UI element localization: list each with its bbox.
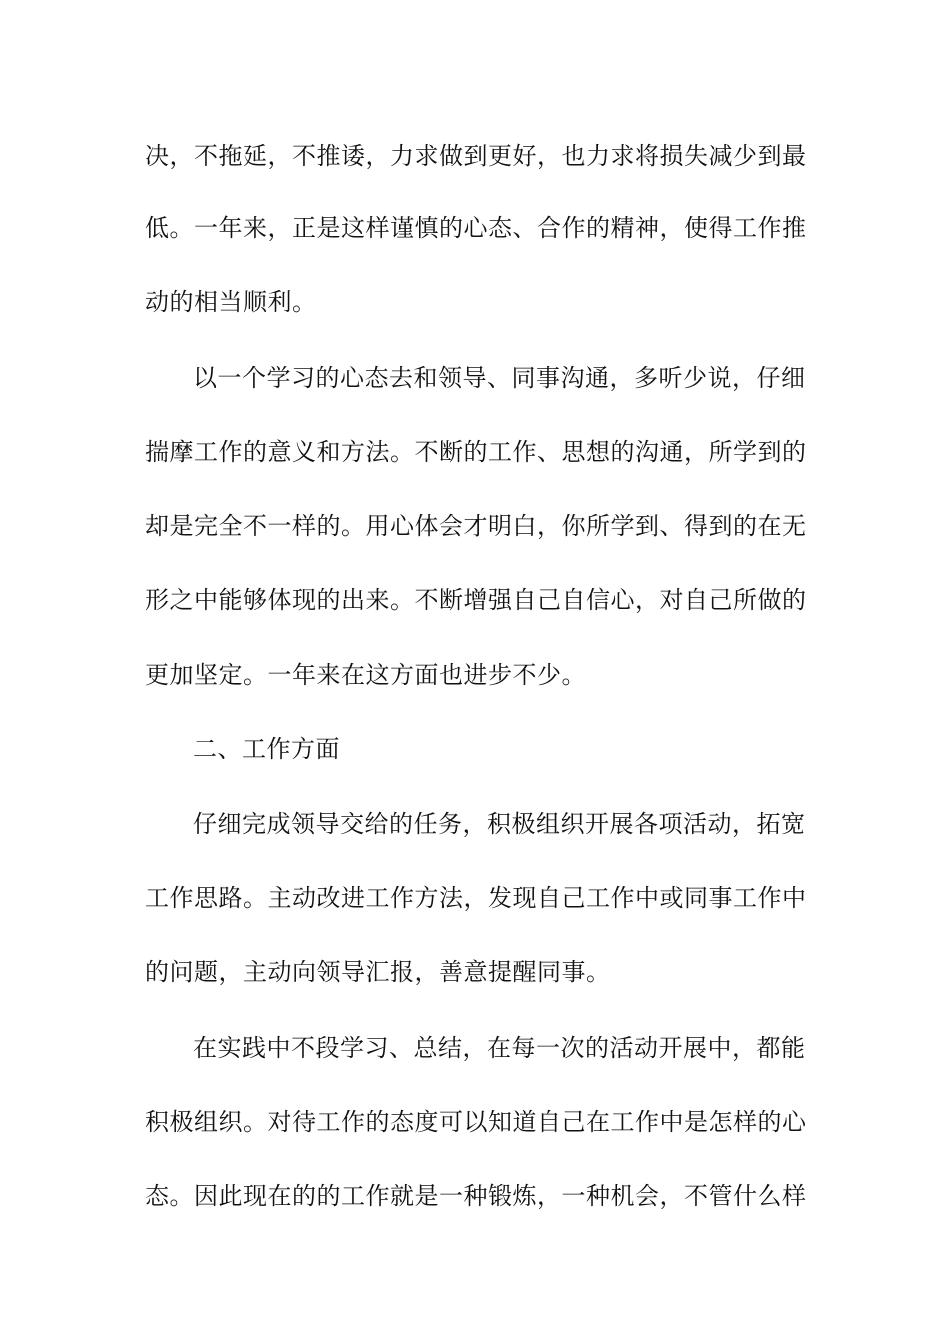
text-line: 积极组织。对待工作的态度可以知道自己在工作中是怎样的心 bbox=[145, 1108, 807, 1136]
text-line: 态。因此现在的的工作就是一种锻炼，一种机会，不管什么样 bbox=[145, 1182, 807, 1210]
text-line: 低。一年来，正是这样谨慎的心态、合作的精神，使得工作推 bbox=[145, 214, 807, 242]
text-line: 决，不拖延，不推诿，力求做到更好，也力求将损失减少到最 bbox=[145, 142, 807, 170]
text-line: 形之中能够体现的出来。不断增强自己自信心，对自己所做的 bbox=[145, 586, 807, 614]
text-line: 却是完全不一样的。用心体会才明白，你所学到、得到的在无 bbox=[145, 512, 807, 540]
text-line: 更加坚定。一年来在这方面也进步不少。 bbox=[145, 661, 586, 689]
paragraph-first-line: 仔细完成领导交给的任务，积极组织开展各项活动，拓宽 bbox=[193, 810, 806, 838]
text-line: 揣摩工作的意义和方法。不断的工作、思想的沟通，所学到的 bbox=[145, 438, 807, 466]
text-line: 的问题，主动向领导汇报，善意提醒同事。 bbox=[145, 958, 611, 986]
text-line: 动的相当顺利。 bbox=[145, 288, 317, 316]
paragraph-first-line: 在实践中不段学习、总结，在每一次的活动开展中，都能 bbox=[193, 1034, 806, 1062]
paragraph-first-line: 以一个学习的心态去和领导、同事沟通，多听少说，仔细 bbox=[193, 364, 806, 392]
text-line: 工作思路。主动改进工作方法，发现自己工作中或同事工作中 bbox=[145, 884, 807, 912]
section-heading: 二、工作方面 bbox=[193, 735, 340, 763]
